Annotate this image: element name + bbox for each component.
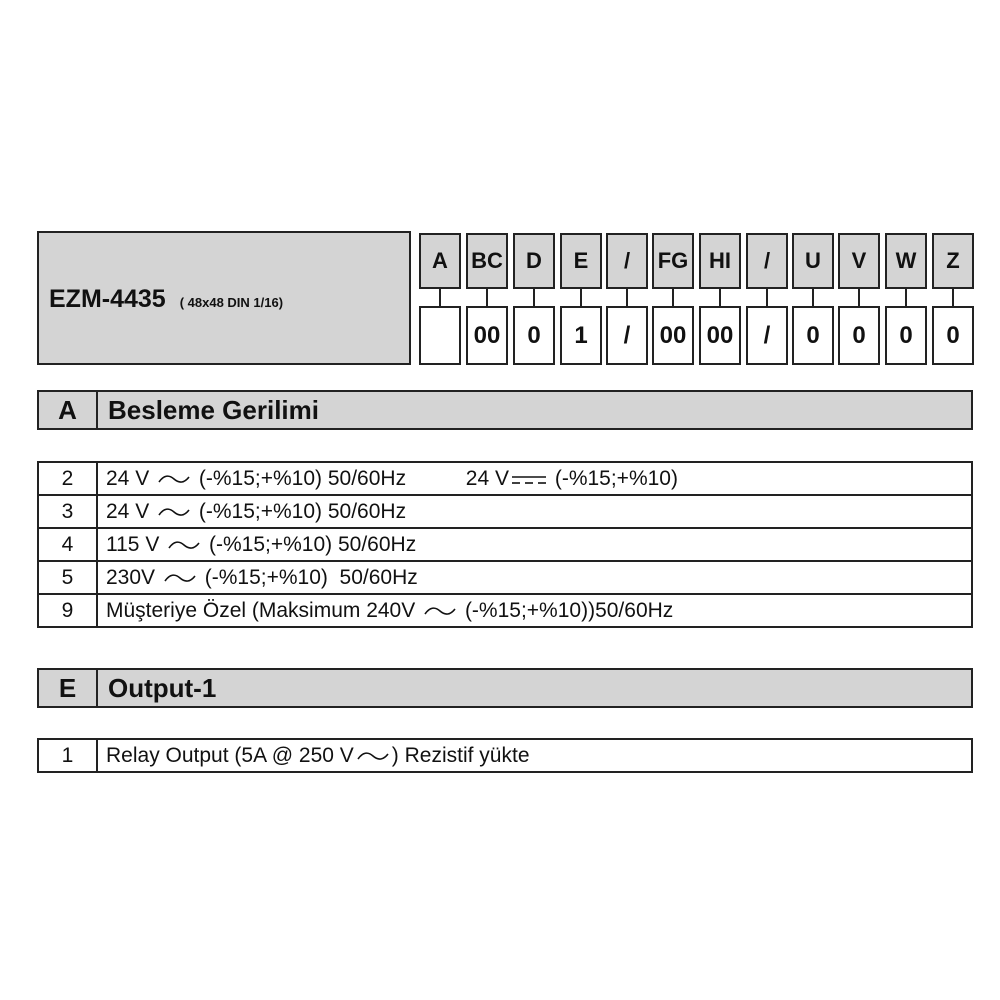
option-text: ) Rezistif yükte: [391, 743, 530, 767]
model-subtitle: ( 48x48 DIN 1/16): [179, 295, 284, 310]
code-column-label: E: [560, 233, 602, 289]
code-column-label: /: [606, 233, 648, 289]
code-connector-line: [439, 289, 441, 306]
option-description: [97, 594, 972, 627]
option-text: 230V: [106, 565, 156, 589]
code-column-value: 00: [699, 306, 741, 365]
model-name: EZM-4435: [49, 285, 166, 313]
code-column-value: 0: [885, 306, 927, 365]
ac-symbol-icon: [423, 603, 457, 619]
code-column-label: A: [419, 233, 461, 289]
code-column-label: /: [746, 233, 788, 289]
table-row: [38, 528, 972, 561]
code-column-value: 1: [560, 306, 602, 365]
ac-symbol-icon: [356, 748, 390, 764]
option-text: (-%15;+%10) 50/60Hz: [198, 466, 407, 490]
section-a-key: A: [39, 392, 98, 428]
code-column-value: 0: [513, 306, 555, 365]
option-code: 9: [38, 594, 97, 627]
code-column-value: 0: [792, 306, 834, 365]
code-connector-line: [952, 289, 954, 306]
ac-symbol-icon: [163, 570, 197, 586]
table-row: [38, 594, 972, 627]
option-text: (-%15;+%10): [554, 466, 678, 490]
code-column-label: D: [513, 233, 555, 289]
section-a-options-table: [37, 461, 973, 628]
code-column-label: W: [885, 233, 927, 289]
code-connector-line: [858, 289, 860, 306]
option-text: 24 V: [106, 466, 150, 490]
option-code: 1: [38, 739, 97, 772]
code-connector-line: [812, 289, 814, 306]
option-text: (-%15;+%10) 50/60Hz: [209, 532, 417, 556]
section-e-title: Output-1: [108, 672, 217, 703]
ac-symbol-icon: [157, 504, 191, 520]
option-code: 5: [38, 561, 97, 594]
option-text: (-%15;+%10) 50/60Hz: [198, 499, 407, 523]
model-title-box: [37, 231, 411, 365]
option-code: 3: [38, 495, 97, 528]
option-description: [97, 462, 972, 495]
code-column-label: FG: [652, 233, 694, 289]
code-connector-line: [719, 289, 721, 306]
option-code: 4: [38, 528, 97, 561]
code-column-label: HI: [699, 233, 741, 289]
section-e-options-table: [37, 738, 973, 773]
section-a-title: Besleme Gerilimi: [108, 394, 319, 425]
code-connector-line: [580, 289, 582, 306]
ac-symbol-icon: [167, 537, 201, 553]
code-column-value: 00: [652, 306, 694, 365]
option-text: 24 V: [106, 499, 150, 523]
code-column-label: V: [838, 233, 880, 289]
section-e-key: E: [39, 670, 98, 706]
code-column-value: 00: [466, 306, 508, 365]
code-connector-line: [905, 289, 907, 306]
ac-symbol-icon: [157, 471, 191, 487]
code-connector-line: [533, 289, 535, 306]
option-description: [97, 739, 972, 772]
table-row: [38, 462, 972, 495]
dc-symbol-icon: [511, 471, 547, 487]
option-text: (-%15;+%10))50/60Hz: [464, 598, 674, 622]
code-connector-line: [766, 289, 768, 306]
code-column-value: 0: [838, 306, 880, 365]
option-text: Müşteriye Özel (Maksimum 240V: [106, 598, 416, 622]
code-connector-line: [626, 289, 628, 306]
table-row: [38, 561, 972, 594]
option-text: (-%15;+%10) 50/60Hz: [204, 565, 418, 589]
option-text: Relay Output (5A @ 250 V: [106, 743, 354, 767]
option-description: [97, 528, 972, 561]
section-e-header: [37, 668, 973, 708]
option-description: [97, 495, 972, 528]
model-title: [49, 285, 283, 314]
code-column-label: Z: [932, 233, 974, 289]
option-text: 24 V: [465, 466, 509, 490]
option-text: 115 V: [106, 532, 160, 556]
code-column-value: /: [746, 306, 788, 365]
table-row: [38, 739, 972, 772]
option-description: [97, 561, 972, 594]
table-row: [38, 495, 972, 528]
code-column-value: /: [606, 306, 648, 365]
code-column-value: 0: [932, 306, 974, 365]
code-column-label: BC: [466, 233, 508, 289]
section-a-header: [37, 390, 973, 430]
code-column-label: U: [792, 233, 834, 289]
code-column-value: [419, 306, 461, 365]
option-code: 2: [38, 462, 97, 495]
code-connector-line: [486, 289, 488, 306]
code-connector-line: [672, 289, 674, 306]
